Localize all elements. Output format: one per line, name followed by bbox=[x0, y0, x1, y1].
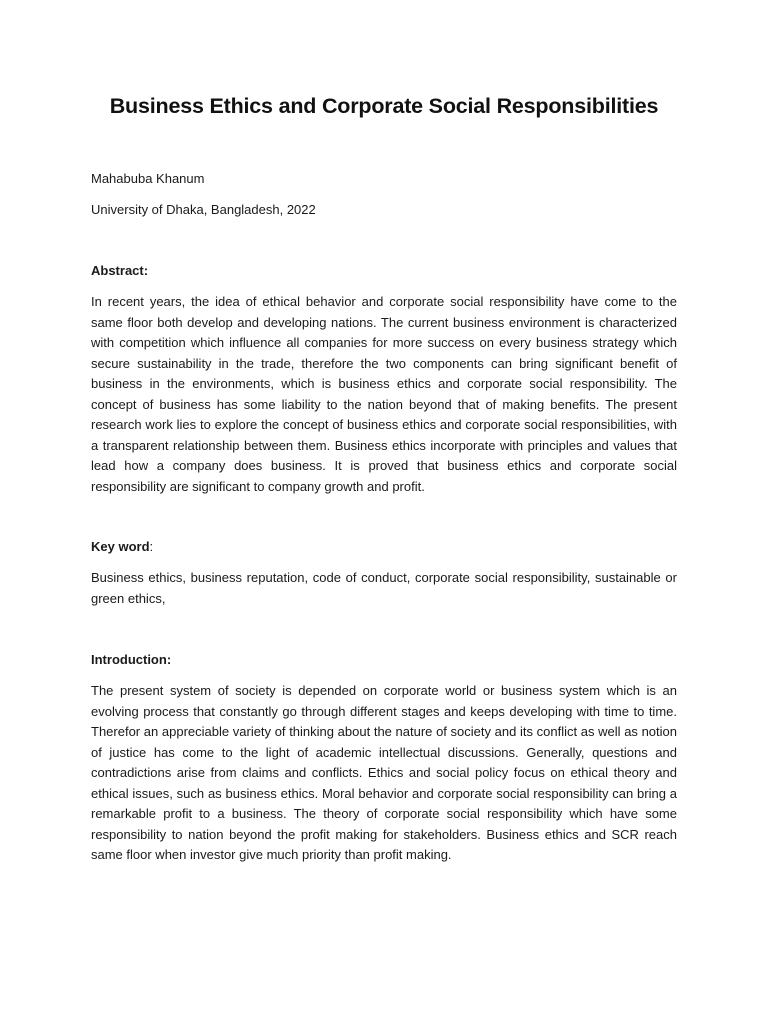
abstract-body: In recent years, the idea of ethical behavior and corporate social responsibility have come to the same floor both develop and developing nations. The current business environment is characterized with competition which influence all companies for more success on every business strategy which secure sustainability in the trade, therefore the two components can bring significant benefit of business in the environments, which is business ethics and corporate social responsibility. The concept of business has some liability to the nation beyond that of making benefits. The present research work lies to explore the concept of business ethics and corporate social responsibilities, with a transparent relationship between them. Business ethics incorporate with principles and values that lead how a company does business. It is proved that business ethics and corporate social responsibility are significant to company growth and profit. bbox=[91, 294, 677, 494]
paper-title: Business Ethics and Corporate Social Responsibilities bbox=[109, 94, 659, 118]
abstract-heading: Abstract: bbox=[91, 263, 149, 278]
introduction-body: The present system of society is depended on corporate world or business system which is an evolving process that constantly go through different stages and keeps developing with time to time. Therefor an appreciable variety of thinking about the nature of society and its conflict as well as notion of justice has come to the light of academic intellectual discussions. Generally, questions and contradictions arise from claims and conflicts. Ethics and social policy focus on ethical theory and ethical issues, such as business ethics. Moral behavior and corporate social responsibility can bring a remarkable profit to a business. The theory of corporate social responsibility which have some responsibility to nation beyond the profit making for stakeholders. Business ethics and SCR reach same floor when investor give much priority than profit making. bbox=[91, 683, 677, 862]
keywords-heading-colon: : bbox=[149, 539, 154, 554]
keywords-heading bbox=[91, 537, 677, 558]
author-affiliation: University of Dhaka, Bangladesh, 2022 bbox=[91, 202, 316, 217]
keywords-body: Business ethics, business reputation, code of conduct, corporate social responsibility, sustainable or green ethics, bbox=[91, 570, 677, 606]
introduction-heading: Introduction: bbox=[91, 652, 172, 667]
author-name: Mahabuba Khanum bbox=[91, 171, 205, 186]
keywords-heading-label: Key word bbox=[91, 539, 150, 554]
